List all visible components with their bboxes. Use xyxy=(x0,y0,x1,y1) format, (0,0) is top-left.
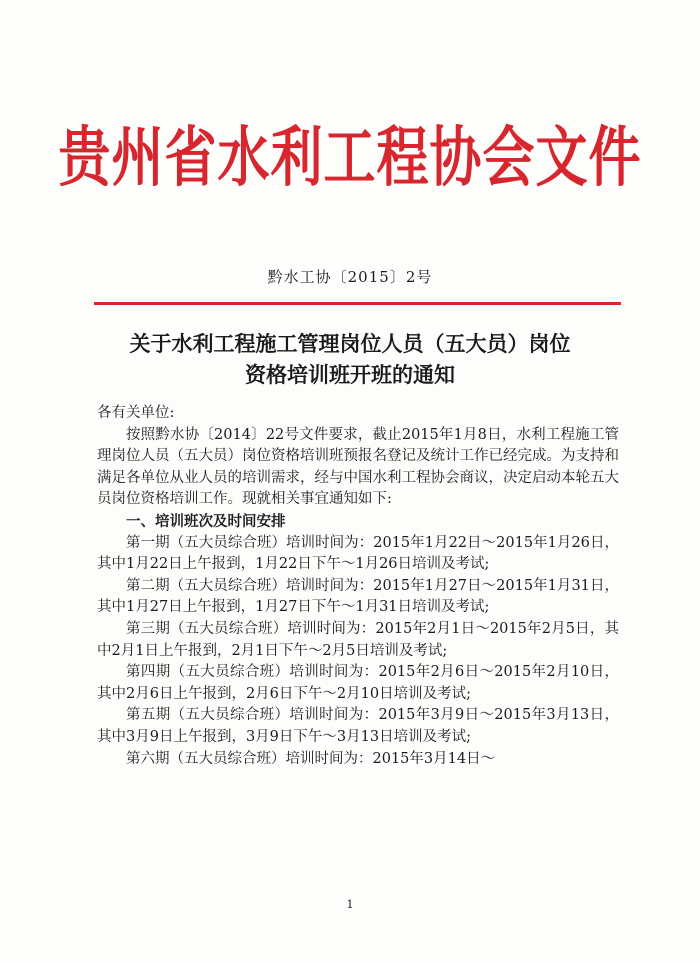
salutation: 各有关单位: xyxy=(97,405,175,421)
red-divider-line xyxy=(94,302,621,305)
document-body xyxy=(97,403,619,770)
session-paragraph: 第四期（五大员综合班）培训时间为：2015年2月6日～2015年2月10日，其中2月6日上午报到，2月6日下午～2月10日培训及考试; xyxy=(97,664,619,702)
document-number: 黔水工协〔2015〕2号 xyxy=(267,268,433,286)
session-paragraph: 第一期（五大员综合班）培训时间为：2015年1月22日～2015年1月26日，其中1月22日上午报到，1月22日下午～1月26日培训及考试; xyxy=(97,534,619,573)
notice-title-line-2: 资格培训班开班的通知 xyxy=(245,362,455,387)
session-paragraph: 第六期（五大员综合班）培训时间为：2015年3月14日～ xyxy=(126,750,496,767)
session-paragraph: 第五期（五大员综合班）培训时间为：2015年3月9日～2015年3月13日，其中3月9日上午报到，3月9日下午～3月13日培训及考试; xyxy=(97,707,619,745)
session-paragraph: 第三期（五大员综合班）培训时间为：2015年2月1日～2015年2月5日，其中2月1日上午报到，2月1日下午～2月5日培训及考试; xyxy=(97,620,619,659)
section-heading: 一、培训班次及时间安排 xyxy=(126,512,286,530)
intro-paragraph: 按照黔水协〔2014〕22号文件要求，截止2015年1月8日，水利工程施工管理岗位人员（五大员）岗位资格培训班预报名登记及统计工作已经完成。为支持和满足各单位从业人员的培训需求，经与中国水利工程协会商议，决定启动本轮五大员岗位资格培训工作。现就相关事宜通知如下: xyxy=(97,426,619,508)
notice-title xyxy=(60,328,640,390)
session-paragraph: 第二期（五大员综合班）培训时间为：2015年1月27日～2015年1月31日，其中1月27日上午报到，1月27日下午～1月31日培训及考试; xyxy=(97,577,619,616)
document-header-title: 贵州省水利工程协会文件 xyxy=(58,120,642,196)
notice-title-line-1: 关于水利工程施工管理岗位人员（五大员）岗位 xyxy=(129,331,571,356)
page-number: 1 xyxy=(346,898,354,911)
